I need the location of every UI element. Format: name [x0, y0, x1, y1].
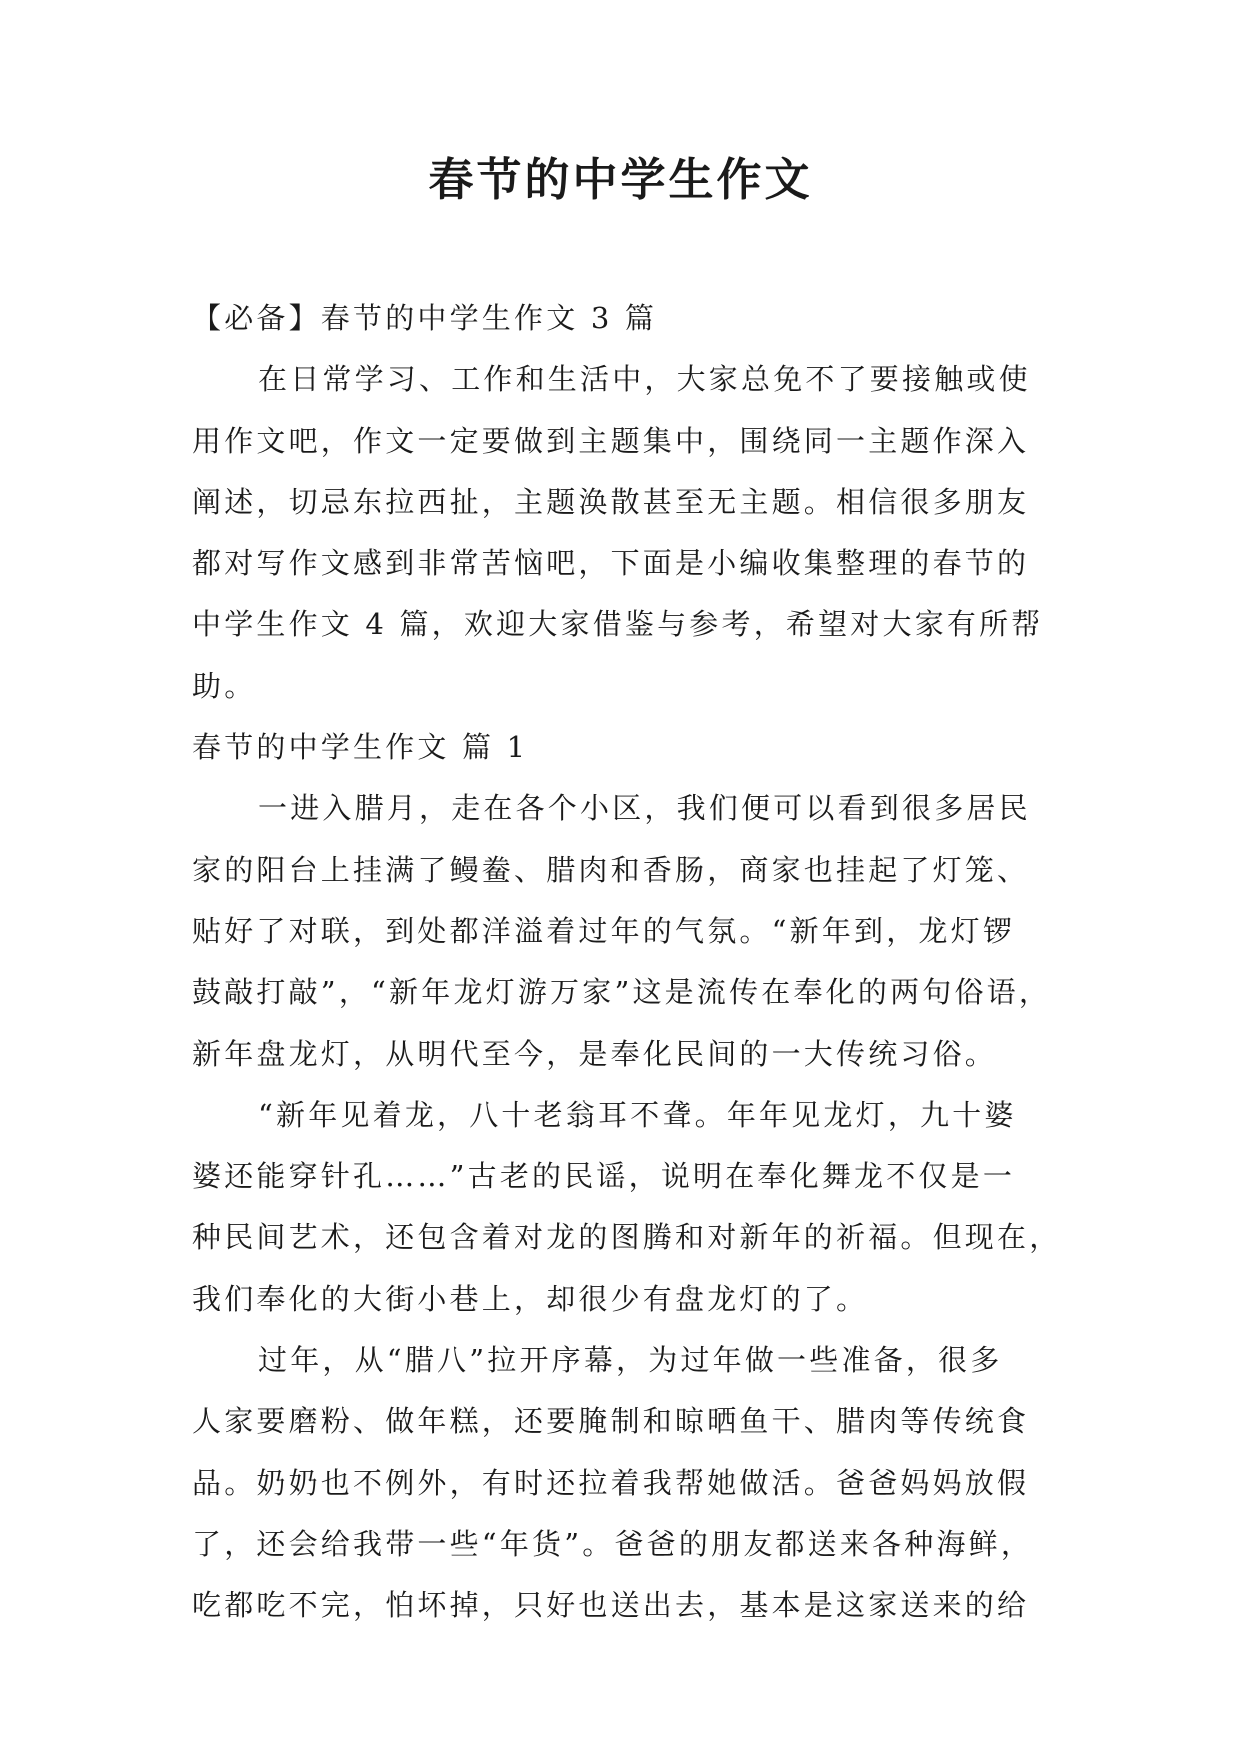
text-line: 用作文吧，作文一定要做到主题集中，围绕同一主题作深入: [192, 423, 1030, 458]
text-line: 【必备】春节的中学生作文 3 篇: [192, 301, 658, 335]
text-line: 阐述，切忌东拉西扯，主题涣散甚至无主题。相信很多朋友: [192, 484, 1030, 519]
text-line: “新年见着龙，八十老翁耳不聋。年年见龙灯，九十婆: [258, 1097, 1017, 1132]
text-line: 了，还会给我带一些“年货”。爸爸的朋友都送来各种海鲜，: [192, 1526, 1034, 1561]
text-line: 婆还能穿针孔……”古老的民谣，说明在奉化舞龙不仅是一: [192, 1159, 1016, 1194]
text-line: 鼓敲打敲”，“新年龙灯游万家”这是流传在奉化的两句俗语，: [192, 975, 1052, 1010]
document-title: 春节的中学生作文: [428, 153, 813, 206]
document-body: [192, 288, 1072, 1637]
text-line: 春节的中学生作文 篇 1: [192, 730, 529, 765]
text-line: 新年盘龙灯，从明代至今，是奉化民间的一大传统习俗。: [192, 1036, 998, 1071]
text-line: 品。奶奶也不例外，有时还拉着我帮她做活。爸爸妈妈放假: [192, 1465, 1030, 1500]
text-line: 一进入腊月，走在各个小区，我们便可以看到很多居民: [258, 791, 1031, 826]
text-line: 贴好了对联，到处都洋溢着过年的气氛。“新年到，龙灯锣: [192, 913, 1016, 948]
text-line: 都对写作文感到非常苦恼吧，下面是小编收集整理的春节的: [192, 546, 1030, 581]
text-line: 我们奉化的大街小巷上，却很少有盘龙灯的了。: [192, 1281, 869, 1316]
text-line: 吃都吃不完，怕坏掉，只好也送出去，基本是这家送来的给: [192, 1588, 1030, 1623]
text-line: 在日常学习、工作和生活中，大家总免不了要接触或使: [258, 362, 1031, 397]
text-line: 种民间艺术，还包含着对龙的图腾和对新年的祈福。但现在，: [192, 1220, 1062, 1255]
text-line: 中学生作文 4 篇，欢迎大家借鉴与参考，希望对大家有所帮: [192, 607, 1044, 642]
text-line: 过年，从“腊八”拉开序幕，为过年做一些准备，很多: [258, 1343, 1003, 1378]
text-line: 人家要磨粉、做年糕，还要腌制和晾晒鱼干、腊肉等传统食: [192, 1404, 1030, 1439]
text-line: 助。: [192, 668, 257, 703]
text-line: 家的阳台上挂满了鳗鲞、腊肉和香肠，商家也挂起了灯笼、: [192, 852, 1030, 887]
